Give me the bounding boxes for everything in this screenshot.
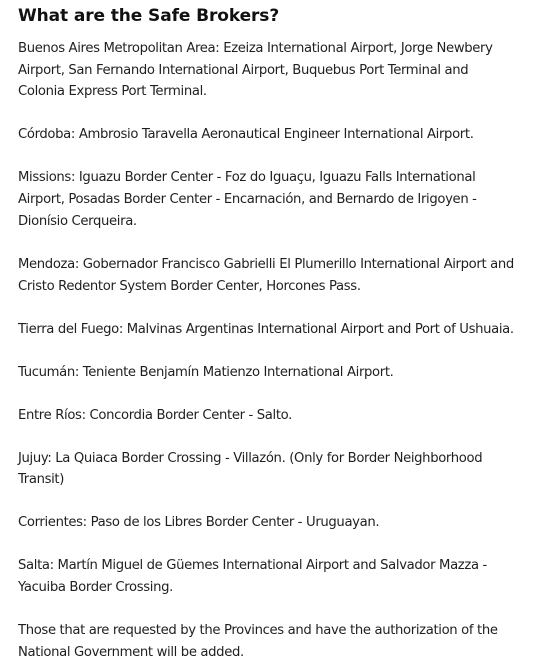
- text-line: National Government will be added.: [18, 644, 244, 660]
- paragraph-corrientes: [18, 512, 528, 534]
- text-line: Yacuiba Border Crossing.: [18, 579, 173, 595]
- paragraph-closing-note: [18, 620, 528, 663]
- text-line: Córdoba: Ambrosio Taravella Aeronautical Engineer International Airport.: [18, 127, 474, 143]
- text-line: Tierra del Fuego: Malvinas Argentinas International Airport and Port of Ushuaia.: [18, 321, 514, 337]
- text-line: Missions: Iguazu Border Center - Foz do Iguaçu, Iguazu Falls International: [18, 170, 476, 186]
- text-line: Buenos Aires Metropolitan Area: Ezeiza International Airport, Jorge Newbery: [18, 41, 493, 56]
- text-line: Mendoza: Gobernador Francisco Gabrielli El Plumerillo International Airport and: [18, 256, 514, 272]
- paragraph-jujuy: [18, 448, 528, 491]
- text-line: Airport, San Fernando International Airport, Buquebus Port Terminal and: [18, 62, 469, 78]
- paragraph-cordoba: [18, 124, 528, 146]
- text-line: Dionísio Cerqueira.: [18, 213, 137, 229]
- paragraph-buenos-aires: [18, 38, 528, 103]
- text-line: Entre Ríos: Concordia Border Center - Salto.: [18, 407, 292, 423]
- text-line: Transit): [18, 472, 65, 488]
- paragraph-entre-rios: [18, 405, 528, 427]
- paragraph-salta: [18, 555, 528, 598]
- text-line: Jujuy: La Quiaca Border Crossing - Villazón. (Only for Border Neighborhood: [18, 450, 483, 466]
- text-line: Airport, Posadas Border Center - Encarnación, and Bernardo de Irigoyen -: [18, 192, 477, 208]
- text-line: Tucumán: Teniente Benjamín Matienzo International Airport.: [18, 364, 394, 380]
- paragraph-missions: [18, 167, 528, 232]
- text-line: Colonia Express Port Terminal.: [18, 84, 207, 100]
- text-line: Those that are requested by the Provinces and have the authorization of the: [18, 622, 498, 638]
- paragraph-tierra-del-fuego: [18, 319, 528, 341]
- text-line: Corrientes: Paso de los Libres Border Center - Uruguayan.: [18, 515, 380, 531]
- paragraph-tucuman: [18, 362, 528, 384]
- paragraph-mendoza: [18, 254, 528, 297]
- text-line: Cristo Redentor System Border Center, Horcones Pass.: [18, 278, 361, 294]
- section-heading: What are the Safe Brokers?: [18, 6, 280, 26]
- article-section: [18, 4, 528, 663]
- text-line: Salta: Martín Miguel de Güemes International Airport and Salvador Mazza -: [18, 558, 487, 574]
